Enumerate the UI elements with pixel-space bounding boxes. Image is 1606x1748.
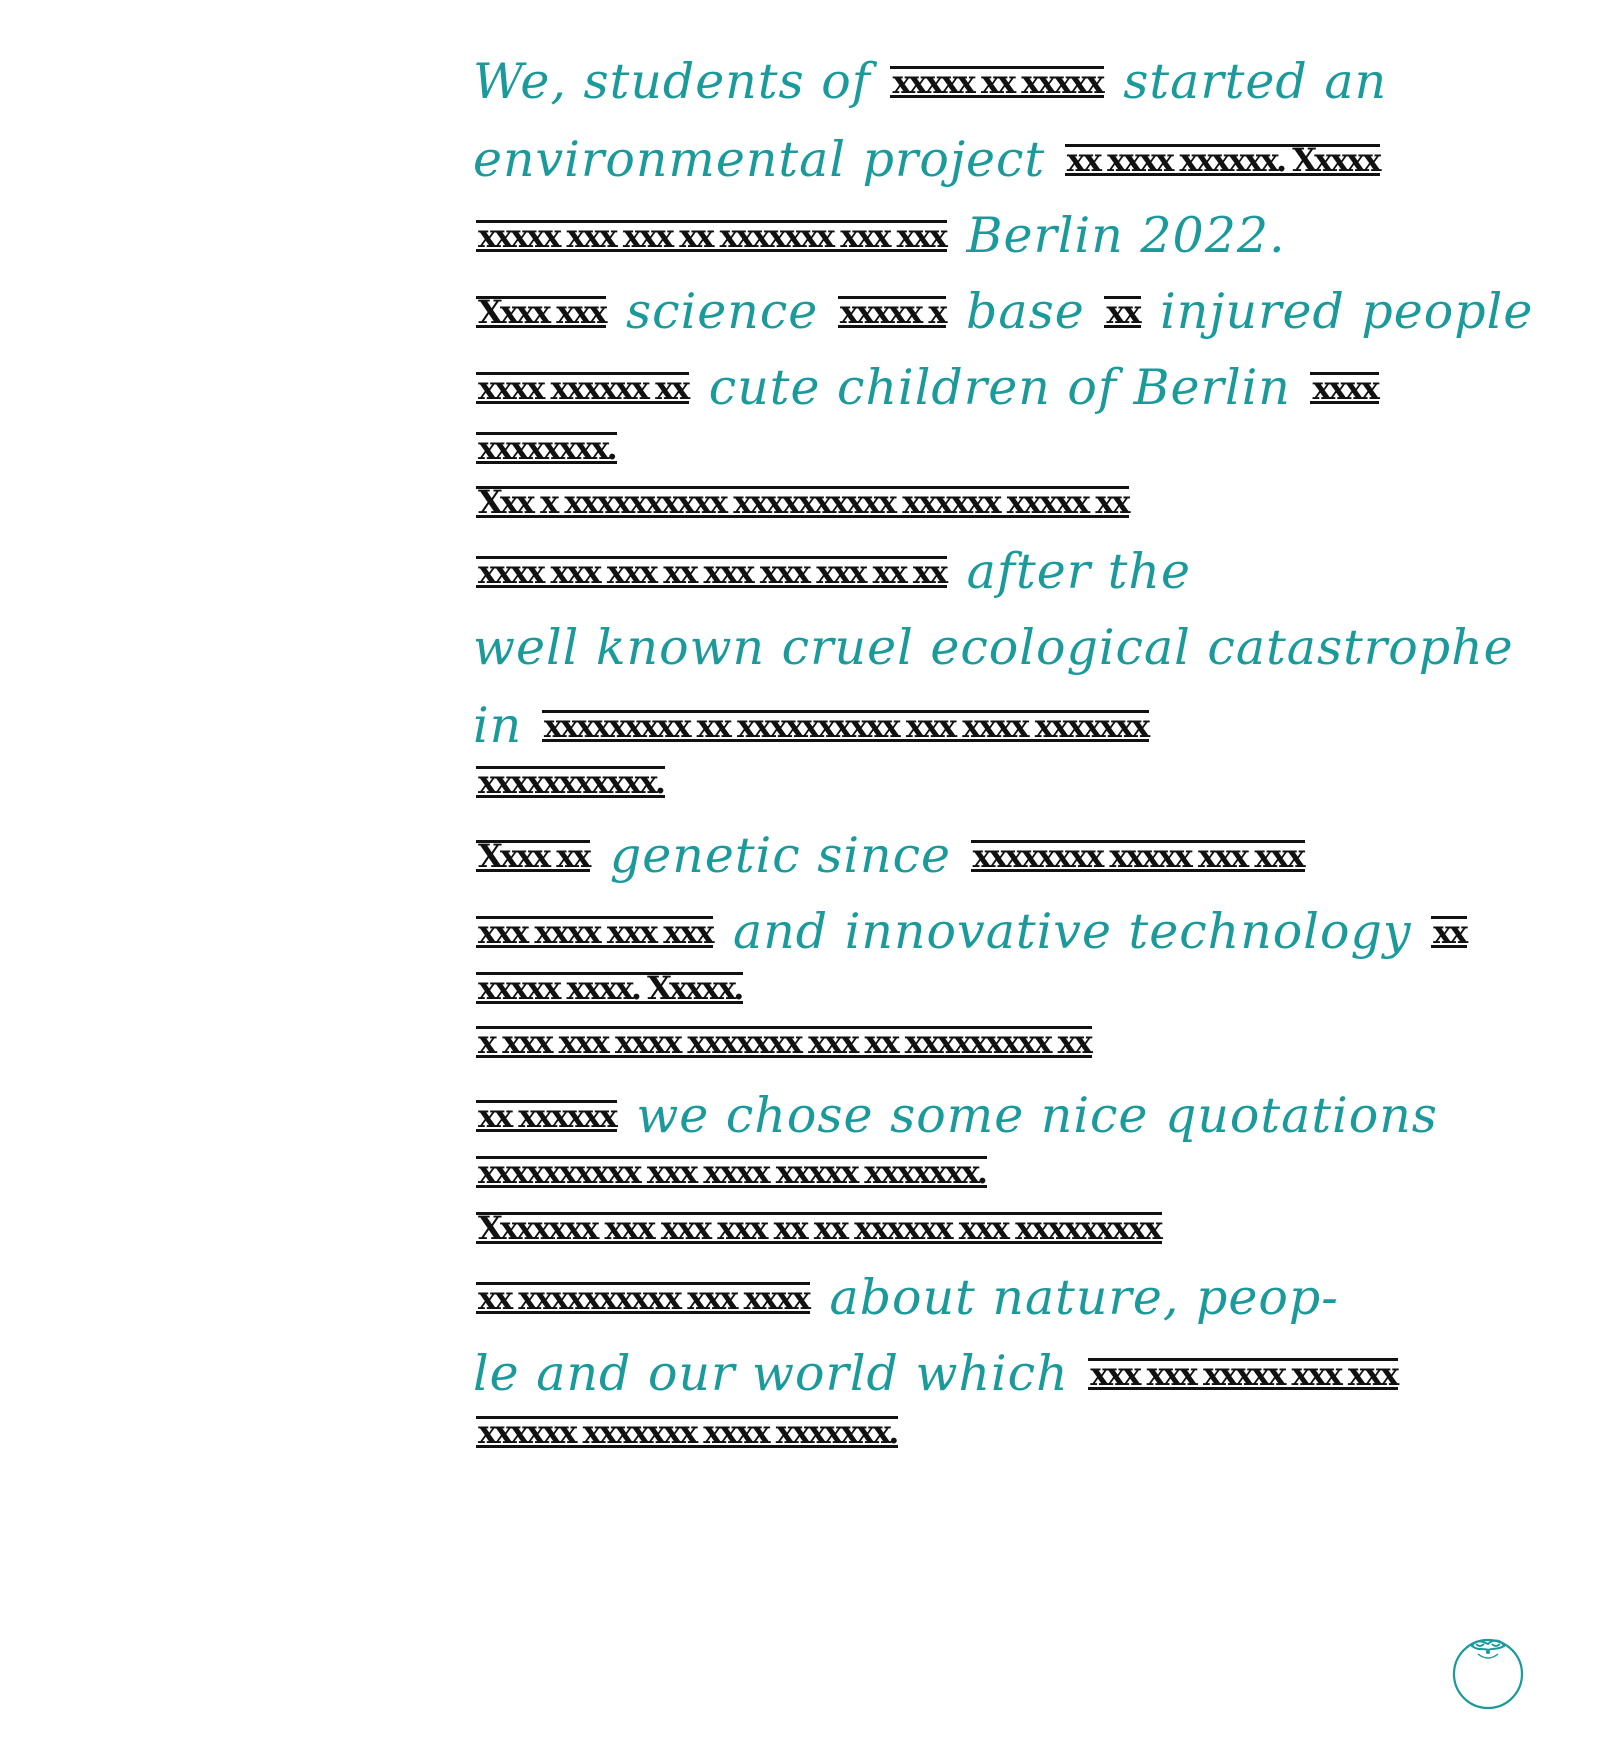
tomato-icon	[1448, 1632, 1528, 1710]
visible-text: after the	[950, 543, 1191, 600]
text-line	[473, 128, 1383, 192]
text-line	[473, 1342, 1401, 1406]
text-line	[473, 824, 1308, 888]
censored-text: xxxxx xx xxxxx	[892, 62, 1102, 101]
text-line	[473, 1140, 990, 1204]
text-line	[473, 204, 1286, 268]
visible-text: Berlin 2022.	[949, 207, 1286, 264]
text-line	[473, 694, 1152, 758]
text-line	[473, 50, 1387, 114]
censored-text: xx	[1433, 912, 1466, 951]
censored-text: xxxx xxxxxx xx	[478, 368, 688, 407]
censored-text: Xxx x xxxxxxxxxx xxxxxxxxxx xxxxxx xxxxx xx	[478, 482, 1128, 521]
text-line	[473, 1266, 1339, 1330]
censored-text: x xxx xxx xxxx xxxxxxx xxx xx xxxxxxxxx xx	[478, 1022, 1090, 1061]
visible-text: well known cruel ecological catastrophe	[473, 619, 1514, 676]
visible-text: le and our world which	[473, 1345, 1086, 1402]
censored-text: xxx xxxx xxx xxx	[478, 912, 712, 951]
text-line	[473, 356, 1382, 420]
censored-text: Xxxx xxx	[478, 292, 605, 331]
visible-text: We, students of	[473, 53, 888, 110]
censored-text: xx	[1106, 292, 1139, 331]
text-line	[473, 900, 1470, 964]
visible-text: in	[473, 697, 539, 754]
censored-text: xxxx	[1312, 368, 1377, 407]
text-line	[473, 540, 1191, 604]
censored-text: xxxxxxxxxx xxx xxxx xxxxx xxxxxxx.	[478, 1152, 985, 1191]
visible-text: injured people	[1143, 283, 1534, 340]
censored-text: Xxxxxxx xxx xxx xxx xx xx xxxxxx xxx xxxxxxxxx	[478, 1208, 1160, 1247]
text-line	[473, 1010, 1095, 1074]
censored-text: xx xxxxxxxxxx xxx xxxx	[478, 1278, 808, 1317]
text-line	[473, 616, 1514, 680]
visible-text: environmental project	[473, 131, 1062, 188]
censored-text: xxx xxx xxxxx xxx xxx	[1090, 1354, 1397, 1393]
censored-text: xxxxxxxxxxx.	[478, 762, 663, 801]
censored-text: xxxxxx xxxxxxx xxxx xxxxxxx.	[478, 1412, 897, 1451]
text-line	[473, 750, 668, 814]
visible-text: cute children of Berlin	[692, 359, 1308, 416]
text-line	[473, 1196, 1165, 1260]
censored-text: xxxxx xxxx. Xxxxx.	[478, 968, 742, 1007]
visible-text: genetic since	[593, 827, 968, 884]
censored-text: xxxx xxx xxx xx xxx xxx xxx xx xx	[478, 552, 946, 591]
visible-text: about nature, peop-	[812, 1269, 1339, 1326]
censored-text: xxxxx x	[839, 292, 945, 331]
text-line	[473, 470, 1132, 534]
text-line	[473, 1084, 1438, 1148]
censored-text: Xxxx xx	[478, 836, 589, 875]
text-line	[473, 1400, 901, 1464]
censored-text: xx xxxx xxxxxx. Xxxxx	[1066, 140, 1379, 179]
text-line	[473, 280, 1533, 344]
visible-text: science	[609, 283, 835, 340]
visible-text: base	[949, 283, 1102, 340]
censored-text: xxxxxxxxx xx xxxxxxxxxx xxx xxxx xxxxxxx	[543, 706, 1148, 745]
visible-text: and innovative technology	[716, 903, 1429, 960]
censored-text: xxxxxxxx xxxxx xxx xxx	[972, 836, 1303, 875]
censored-text: xxxxx xxx xxx xx xxxxxxx xxx xxx	[478, 216, 945, 255]
censored-text: xx xxxxxx	[478, 1096, 615, 1135]
visible-text: started an	[1106, 53, 1388, 110]
censored-text: xxxxxxxx.	[478, 428, 615, 467]
visible-text: we chose some nice quotations	[619, 1087, 1438, 1144]
